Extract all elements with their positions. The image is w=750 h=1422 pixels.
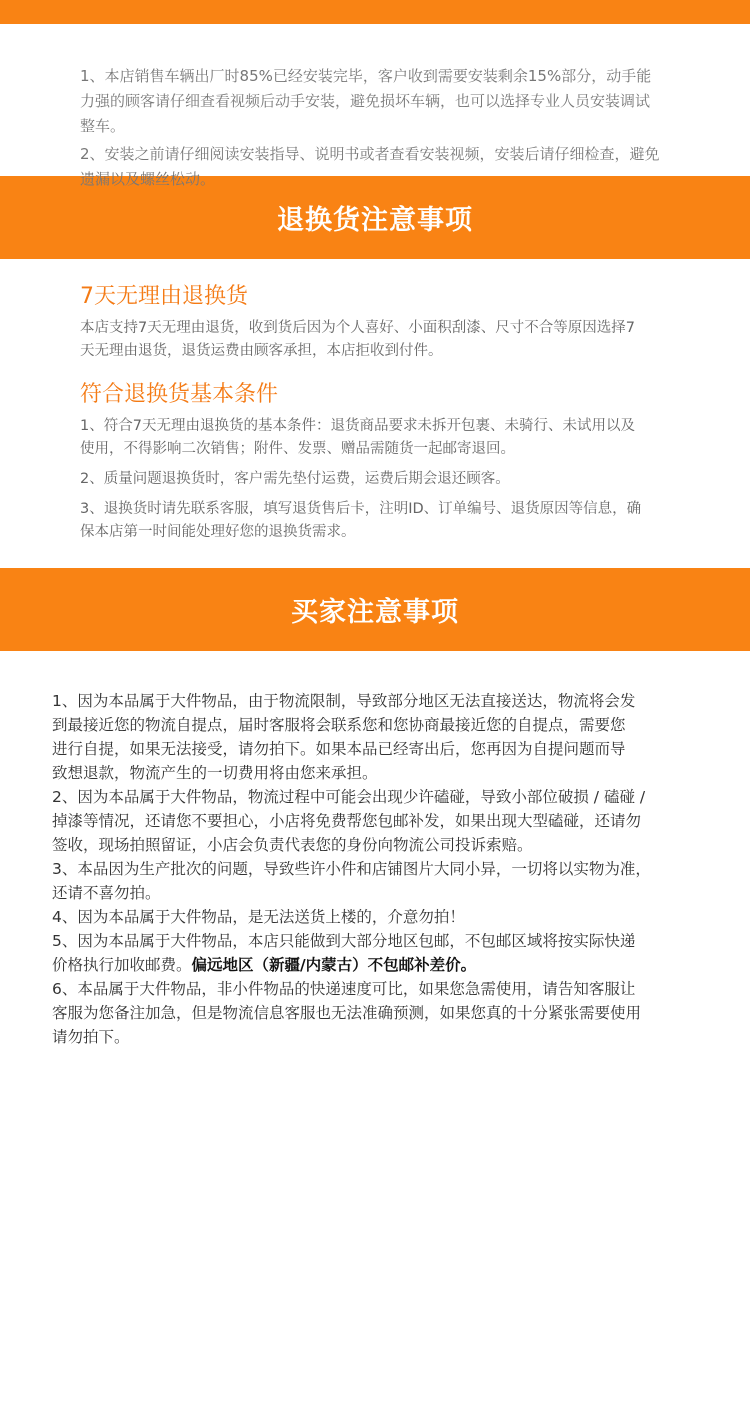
- returns-7day-paragraph: [80, 317, 750, 363]
- text-line: 1、符合7天无理由退换货的基本条件：退货商品要求未拆开包裹、未骑行、未试用以及: [80, 418, 635, 434]
- text-line: 6、本品属于大件物品，非小件物品的快递速度可比，如果您急需使用，请告知客服让: [52, 980, 636, 998]
- install-notes: [0, 24, 750, 188]
- returns-condition-3: [80, 498, 750, 544]
- text-line: 遗漏以及螺丝松动。: [80, 170, 216, 188]
- text-line: 3、本品因为生产批次的问题，导致些许小件和店铺图片大同小异，一切将以实物为准，: [52, 860, 651, 878]
- text-line: 签收，现场拍照留证，小店会负责代表您的身份向物流公司投诉索赔。: [52, 836, 533, 854]
- buyer-notes: [0, 651, 750, 1049]
- text-line: 到最接近您的物流自提点，届时客服将会联系您和您协商最接近您的自提点，需要您: [52, 716, 626, 734]
- text-line: 致想退款，物流产生的一切费用将由您来承担。: [52, 764, 378, 782]
- text-line: 2、质量问题退换货时，客户需先垫付运费，运费后期会退还顾客。: [80, 471, 510, 487]
- returns-section-header: 退换货注意事项: [0, 176, 750, 259]
- text-line: 还请不喜勿拍。: [52, 884, 161, 902]
- buyer-section-header: 买家注意事项: [0, 568, 750, 651]
- text-line: 进行自提，如果无法接受，请勿拍下。如果本品已经寄出后，您再因为自提问题而导: [52, 740, 626, 758]
- text-line: 3、退换货时请先联系客服，填写退货售后卡，注明ID、订单编号、退货原因等信息，确: [80, 501, 642, 517]
- text-line: 天无理由退货，退货运费由顾客承担，本店拒收到付件。: [80, 343, 443, 359]
- text-line: 掉漆等情况，还请您不要担心，小店将免费帮您包邮补发，如果出现大型磕碰，还请勿: [52, 812, 642, 830]
- returns-section: [0, 259, 750, 568]
- returns-heading-7day: 7天无理由退换货: [80, 284, 248, 309]
- text-line: 客服为您备注加急，但是物流信息客服也无法准确预测，如果您真的十分紧张需要使用: [52, 1004, 642, 1022]
- text-line: 力强的顾客请仔细查看视频后动手安装，避免损坏车辆，也可以选择专业人员安装调试: [80, 92, 651, 110]
- text-line: 1、因为本品属于大件物品，由于物流限制，导致部分地区无法直接送达，物流将会发: [52, 692, 636, 710]
- returns-condition-2: [80, 468, 750, 491]
- remote-area-notice: 偏远地区（新疆/内蒙古）不包邮补差价。: [191, 956, 477, 974]
- install-paragraph-1: [80, 64, 750, 139]
- text-line: 保本店第一时间能处理好您的退换货需求。: [80, 524, 356, 540]
- text-line: 5、因为本品属于大件物品，本店只能做到大部分地区包邮，不包邮区域将按实际快递: [52, 932, 636, 950]
- text-line: 2、因为本品属于大件物品，物流过程中可能会出现少许磕碰，导致小部位破损 / 磕碰 /: [52, 788, 646, 806]
- text-line: 请勿拍下。: [52, 1028, 130, 1046]
- text-line: 本店支持7天无理由退货，收到货后因为个人喜好、小面积刮漆、尺寸不合等原因选择7: [80, 320, 635, 336]
- returns-condition-1: [80, 415, 750, 461]
- text-line: 4、因为本品属于大件物品，是无法送货上楼的，介意勿拍！: [52, 908, 465, 926]
- text-line: 1、本店销售车辆出厂时85%已经安装完毕，客户收到需要安装剩余15%部分，动手能: [80, 67, 652, 85]
- text-line: [52, 953, 750, 977]
- text-line: 整车。: [80, 117, 126, 135]
- text-line: 2、安装之前请仔细阅读安装指导、说明书或者查看安装视频，安装后请仔细检查，避免: [80, 145, 660, 163]
- text-line: 使用，不得影响二次销售；附件、发票、赠品需随货一起邮寄退回。: [80, 441, 515, 457]
- returns-heading-conditions: 符合退换货基本条件: [80, 382, 279, 407]
- top-accent-bar: [0, 0, 750, 24]
- text-span: 价格执行加收邮费。: [52, 956, 192, 974]
